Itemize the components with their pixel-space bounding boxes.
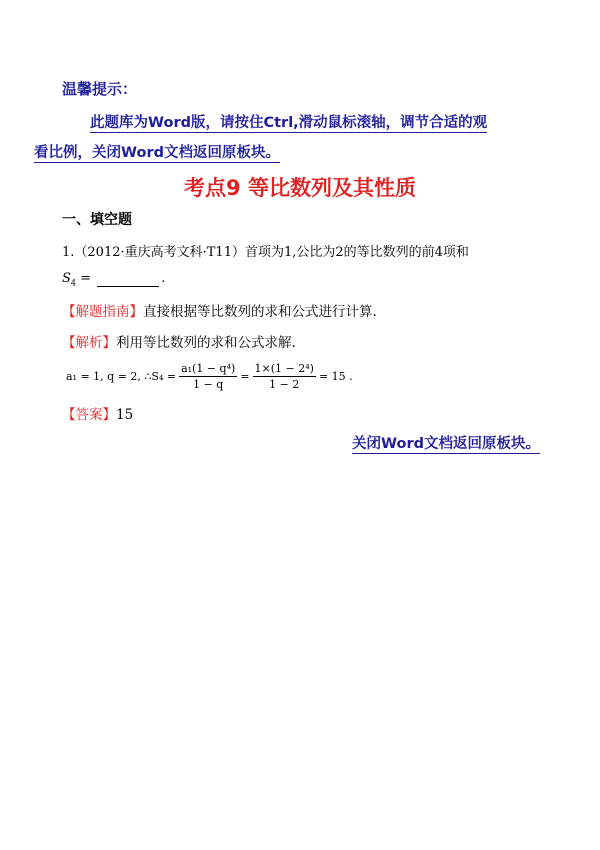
sum-formula <box>66 362 353 391</box>
s4-equals: = <box>80 271 92 286</box>
fraction-1-denominator: 1 − q <box>193 378 224 391</box>
analysis-text: 利用等比数列的求和公式求解. <box>116 335 296 351</box>
answer-tag: 【答案】 <box>62 407 116 423</box>
s4-subscript: 4 <box>70 278 76 288</box>
analysis-line <box>62 331 296 351</box>
fraction-2-numerator: 1×(1 − 2⁴) <box>254 362 314 375</box>
close-document-link[interactable] <box>352 432 540 453</box>
question-blank-line: $S_4$ = . <box>62 271 166 288</box>
page-title: 考点9 等比数列及其性质 <box>184 176 416 200</box>
formula-result: = 15 . <box>318 370 353 383</box>
formula-equals: = <box>240 370 250 383</box>
tip-title: 温馨提示： <box>62 80 138 98</box>
formula-prefix: a₁ = 1, q = 2, ∴S₄ = <box>66 370 177 383</box>
analysis-tag: 【解析】 <box>62 335 116 351</box>
question-text: 1.（2012·重庆高考文科·T11）首项为1,公比为2的等比数列的前4项和 <box>62 245 469 260</box>
s4-symbol: S <box>62 271 71 286</box>
answer-blank <box>97 271 159 287</box>
tip-body <box>34 108 540 168</box>
hint-tag: 【解题指南】 <box>62 304 143 320</box>
hint-text: 直接根据等比数列的求和公式进行计算. <box>143 304 377 320</box>
hint-line <box>62 300 377 320</box>
formula-fraction-2 <box>253 362 316 391</box>
fraction-2-denominator: 1 − 2 <box>269 378 300 391</box>
answer-line <box>62 403 133 423</box>
tip-line-2: 看比例，关闭Word文档返回原板块。 <box>34 145 280 161</box>
section-heading: 一、填空题 <box>62 212 132 228</box>
answer-text: 15 <box>116 407 134 423</box>
close-link-text[interactable]: 关闭Word文档返回原板块。 <box>352 436 540 452</box>
fraction-1-numerator: a₁(1 − q⁴) <box>181 362 236 375</box>
tip-line-1: 此题库为Word版，请按住Ctrl,滑动鼠标滚轴，调节合适的观 <box>90 115 488 131</box>
formula-fraction-1 <box>179 362 237 391</box>
